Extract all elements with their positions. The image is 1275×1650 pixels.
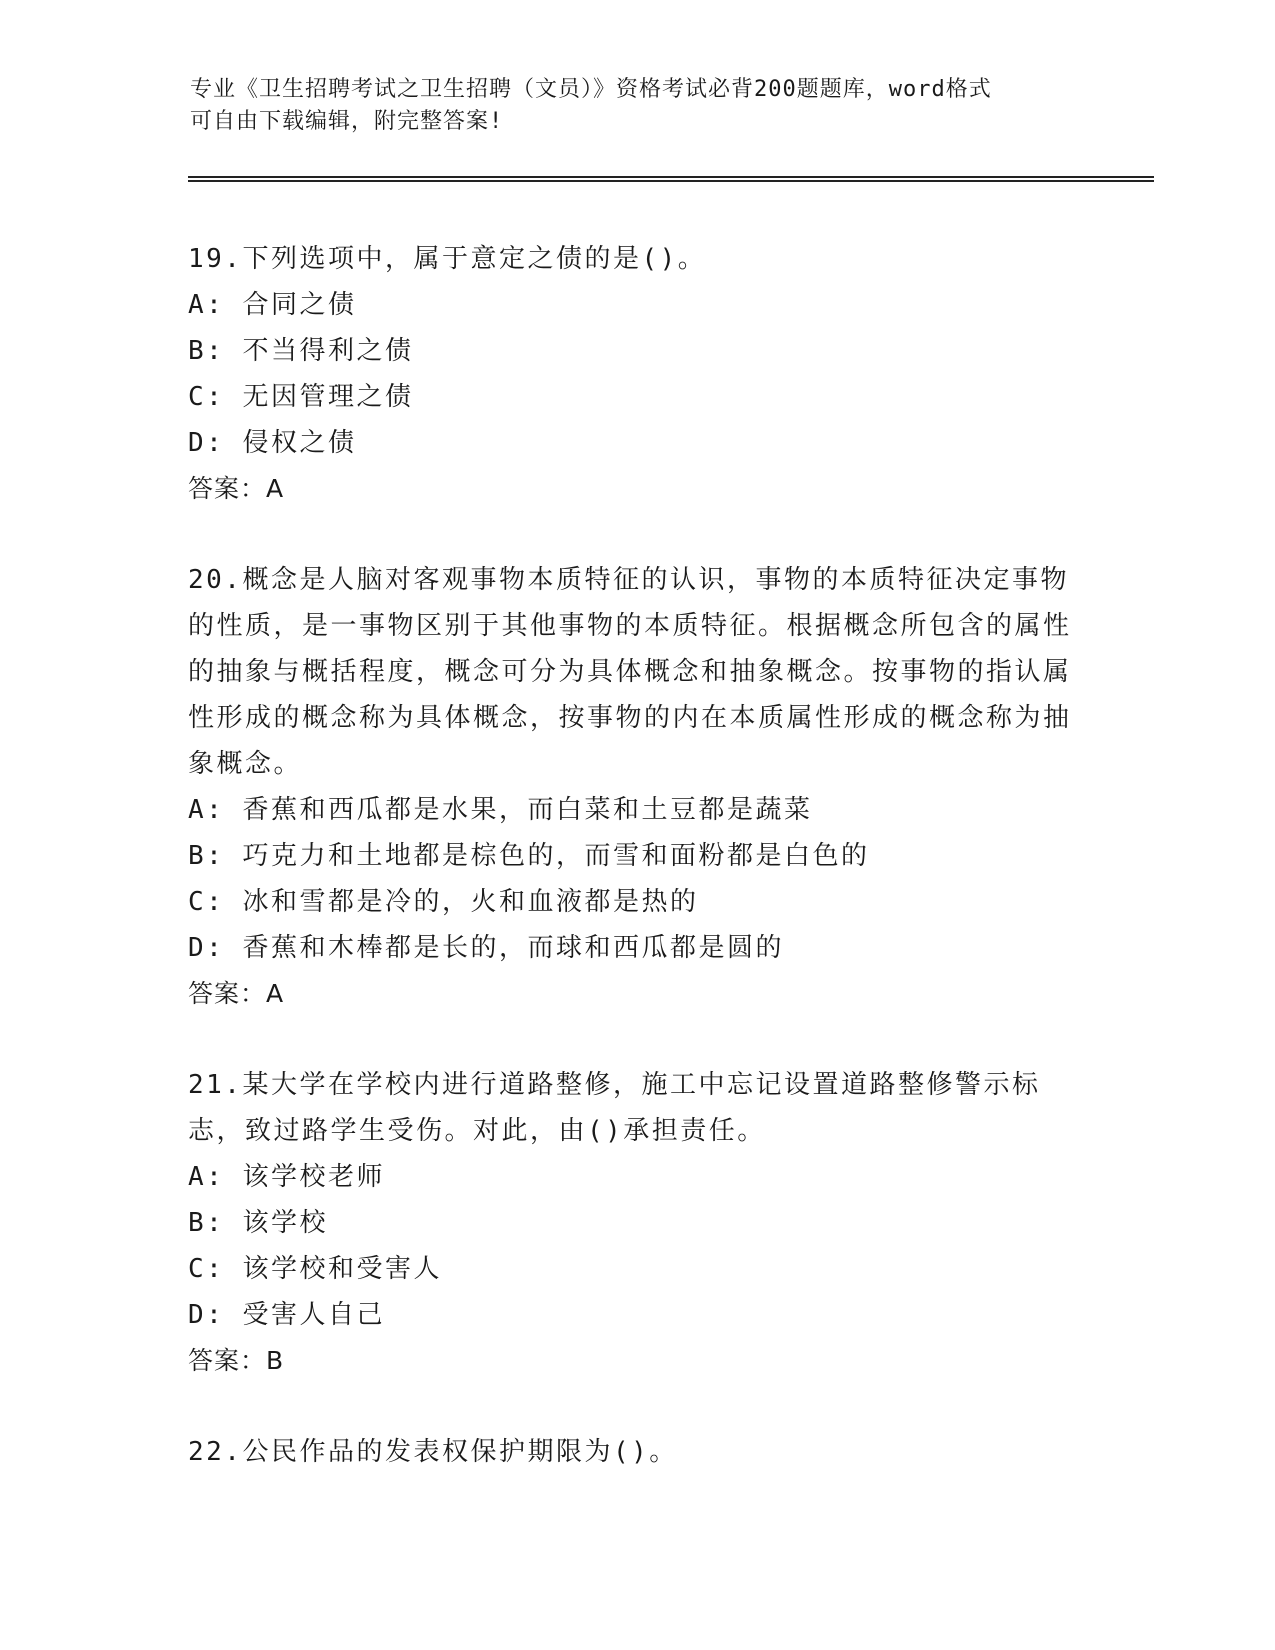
- option-a: A: 香蕉和西瓜都是水果，而白菜和土豆都是蔬菜: [188, 795, 813, 825]
- question-stem: 19.下列选项中，属于意定之债的是()。: [188, 244, 707, 274]
- option-d: D: 香蕉和木棒都是长的，而球和西瓜都是圆的: [188, 933, 784, 963]
- answer: 答案：A: [188, 979, 285, 1008]
- question-21: [188, 1062, 1088, 1384]
- question-stem: 20.概念是人脑对客观事物本质特征的认识，事物的本质特征决定事物的性质，是一事物区别于其他事物的本质特征。根据概念所包含的属性的抽象与概括程度，概念可分为具体概念和抽象概念。按事物的指认属性形成的概念称为具体概念，按事物的内在本质属性形成的概念称为抽象概念。: [188, 565, 1072, 779]
- option-c: C: 冰和雪都是冷的，火和血液都是热的: [188, 887, 699, 917]
- question-stem: 21.某大学在学校内进行道路整修，施工中忘记设置道路整修警示标志，致过路学生受伤。对此，由()承担责任。: [188, 1070, 1041, 1146]
- document-header: [190, 74, 1070, 138]
- question-20: [188, 557, 1088, 1017]
- option-d: D: 受害人自己: [188, 1300, 385, 1330]
- header-line-2: 可自由下载编辑，附完整答案!: [190, 109, 504, 134]
- header-line-1: 专业《卫生招聘考试之卫生招聘（文员）》资格考试必背200题题库，word格式: [190, 77, 992, 102]
- header-divider: [188, 176, 1154, 182]
- option-a: A: 合同之债: [188, 290, 357, 320]
- question-22: [188, 1429, 1088, 1475]
- option-d: D: 侵权之债: [188, 428, 357, 458]
- option-a: A: 该学校老师: [188, 1162, 385, 1192]
- question-list: [188, 236, 1088, 1520]
- option-b: B: 该学校: [188, 1208, 328, 1238]
- option-b: B: 巧克力和土地都是棕色的，而雪和面粉都是白色的: [188, 841, 870, 871]
- option-c: C: 无因管理之债: [188, 382, 414, 412]
- answer: 答案：B: [188, 1346, 285, 1375]
- option-c: C: 该学校和受害人: [188, 1254, 442, 1284]
- option-b: B: 不当得利之债: [188, 336, 414, 366]
- question-stem: 22.公民作品的发表权保护期限为()。: [188, 1437, 678, 1467]
- question-19: [188, 236, 1088, 512]
- answer: 答案：A: [188, 474, 285, 503]
